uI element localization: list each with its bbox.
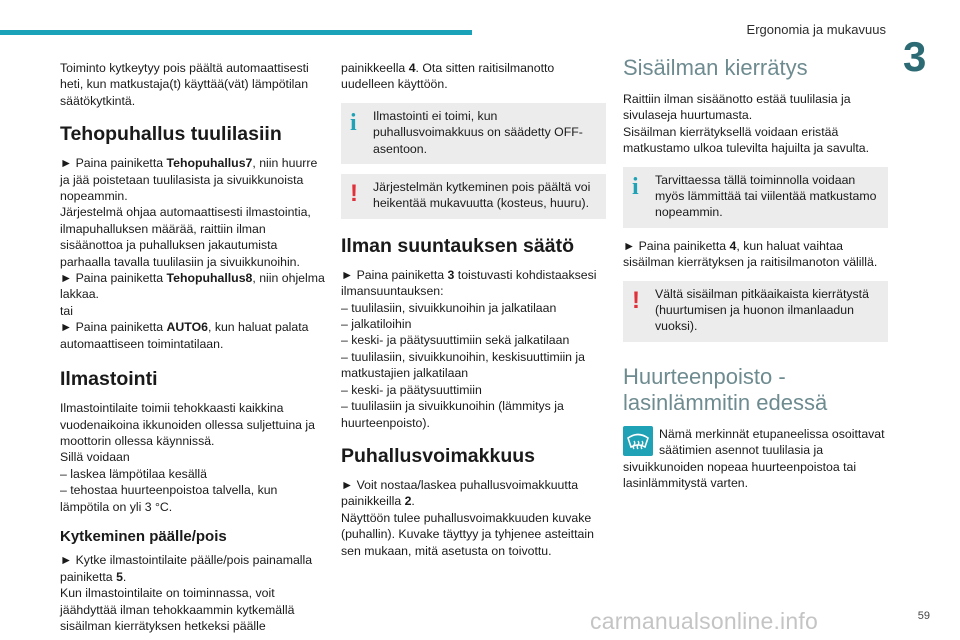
paragraph: ► Voit nostaa/laskea puhallusvoimakkuutta painikkeilla 2. <box>341 477 579 509</box>
info-icon: i <box>632 173 639 200</box>
heading-kytkeminen: Kytkeminen päälle/pois <box>60 527 227 545</box>
paragraph: – tuulilasiin, sivuikkunoihin ja jalkatilaan – jalkatiloihin – keski- ja päätysuuttimiin sekä jalkatilaan – tuulilasiin, sivuikkunoihin, keskisuuttimiin ja matkustajien jalkatilaan – keski- ja päätysuuttimiin – tuulilasiin ja sivuikkunoihin (lämmitys ja huurteenpoisto). <box>341 300 585 430</box>
paragraph: ► Paina painiketta Tehopuhallus8, niin ohjelma lakkaa. <box>60 271 325 302</box>
warning-icon: ! <box>632 286 640 314</box>
info-box <box>341 103 606 164</box>
heading-kierratys: Sisäilman kierrätys <box>623 55 808 80</box>
page-header-title: Ergonomia ja mukavuus <box>746 22 886 37</box>
intro-paragraph: Toiminto kytkeytyy pois päältä automaattisesti heti, kun matkustaja(t) käyttää(vät) lämpötilan säätökytkintä. <box>60 61 309 108</box>
info-text: Ilmastointi ei toimi, kun puhallusvoimakkuus on säädetty OFF-asentoon. <box>373 108 583 156</box>
heading-huurteenpoisto: Huurteenpoisto - lasinlämmitin edessä <box>623 363 828 415</box>
paragraph: ► Paina painiketta Tehopuhallus7, niin huurre ja jää poistetaan tuulilasista ja sivuikkunoista nopeammin. <box>60 156 318 204</box>
warning-text: Järjestelmän kytkeminen pois päältä voi heikentää mukavuutta (kosteus, huuru). <box>373 180 591 211</box>
column-1 <box>60 60 325 634</box>
page-number: 59 <box>917 610 930 622</box>
paragraph: Nämä merkinnät etupaneelissa osoittavat säätimien asennot tuulilasia ja sivuikkunoiden nopeaa huurteenpoistoa tai lasinlämmitystä varten. <box>623 426 885 491</box>
header-accent-bar <box>0 30 472 35</box>
windshield-defrost-icon <box>623 426 653 456</box>
chapter-number: 3 <box>903 33 927 80</box>
warning-icon: ! <box>350 180 358 208</box>
paragraph: painikkeella 4. Ota sitten raitisilmanotto uudelleen käyttöön. <box>341 61 555 92</box>
paragraph: Kun ilmastointilaite on toiminnassa, voit jäähdyttää ilman tehokkaammin kytkemällä sisäilman kierrätyksen hetkeksi päälle <box>60 586 295 633</box>
info-icon: i <box>350 109 357 136</box>
heading-tehopuhallus: Tehopuhallus tuulilasiin <box>60 123 282 146</box>
paragraph: Järjestelmä ohjaa automaattisesti ilmastointia, ilmapuhalluksen määrää, raittiin ilman sisäänottoa ja puhalluksen jakautumista parhaalla tavalla tuulilasiin ja sivuikkunoihin. <box>60 205 311 269</box>
paragraph: tai <box>60 303 73 318</box>
info-text: Tarvittaessa tällä toiminnolla voidaan myös lämmittää tai viilentää matkustamo nopeammin. <box>655 172 877 220</box>
info-box <box>623 167 888 228</box>
paragraph: Näyttöön tulee puhallusvoimakkuuden kuvake (puhallin). Kuvake täyttyy ja tyhjenee asteittain sen mukaan, mitä asetusta on toivottu. <box>341 510 594 558</box>
heading-suuntaus: Ilman suuntauksen säätö <box>341 234 574 257</box>
column-3 <box>623 55 888 492</box>
paragraph: Ilmastointilaite toimii tehokkaasti kaikkina vuodenaikoina ikkunoiden ollessa suljettuina ja moottorin ollessa käynnissä. Sillä voidaan – laskea lämpötilaa kesällä – tehostaa huurteenpoistoa talvella, kun lämpötila on yli 3 °C. <box>60 401 315 514</box>
warning-box <box>341 174 606 219</box>
watermark: carmanualsonline.info <box>590 608 818 634</box>
paragraph: ► Paina painiketta 3 toistuvasti kohdistaaksesi ilmansuuntauksen: <box>341 267 597 299</box>
defrost-paragraph <box>623 426 888 492</box>
warning-text: Vältä sisäilman pitkäaikaista kierrätystä (huurtumisen ja huonon ilmanlaadun vuoksi). <box>655 286 869 334</box>
paragraph: ► Paina painiketta 4, kun haluat vaihtaa sisäilman kierrätyksen ja raitisilmanoton välillä. <box>623 238 878 270</box>
column-2 <box>341 60 606 559</box>
paragraph: ► Paina painiketta AUTO6, kun haluat palata automaattiseen toimintatilaan. <box>60 320 309 351</box>
warning-box <box>623 281 888 342</box>
heading-puhallus: Puhallusvoimakkuus <box>341 444 535 467</box>
paragraph: ► Kytke ilmastointilaite päälle/pois painamalla painiketta 5. <box>60 553 313 584</box>
heading-ilmastointi: Ilmastointi <box>60 368 158 391</box>
paragraph: Raittiin ilman sisäänotto estää tuulilasia ja sivulaseja huurtumasta. Sisäilman kierrätyksellä voidaan eristää matkustamo ulkoa tulevilta hajuilta ja savulta. <box>623 92 870 156</box>
